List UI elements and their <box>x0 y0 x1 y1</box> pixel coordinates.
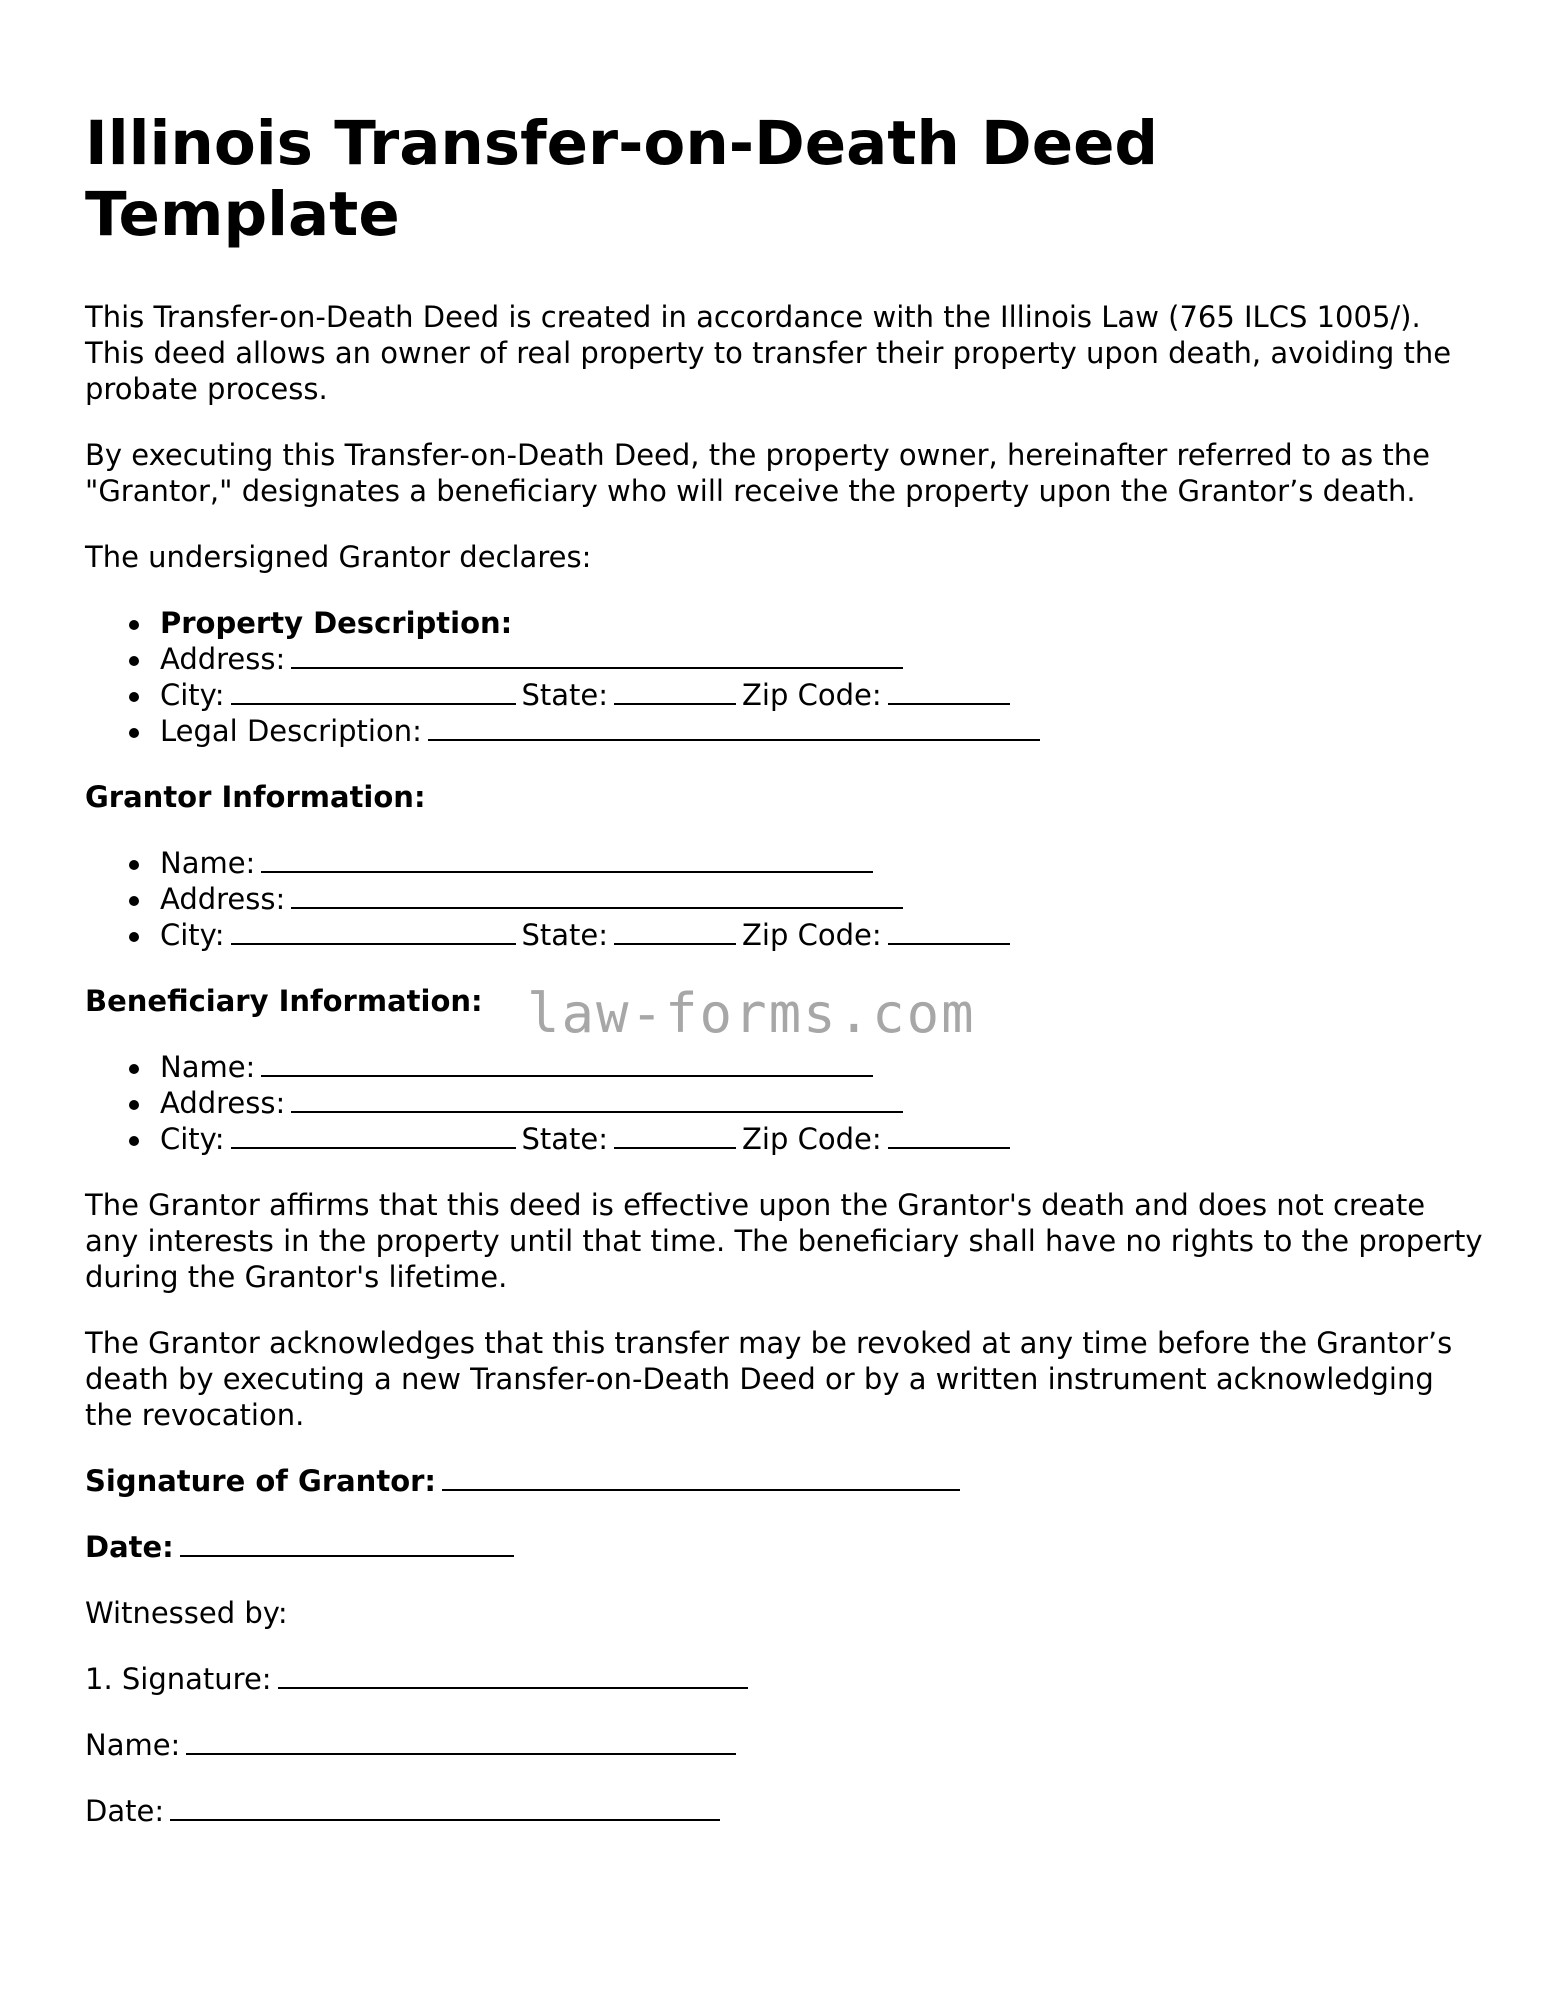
grantor-signature-label: Signature of Grantor: <box>85 1464 437 1498</box>
grantor-name-label: Name: <box>160 846 256 880</box>
declaration-intro: The undersigned Grantor declares: <box>85 540 592 574</box>
beneficiary-name-row <box>85 1049 1485 1085</box>
grantor-city-label: City: <box>160 918 225 952</box>
beneficiary-address-field[interactable] <box>291 1085 903 1113</box>
witness-date-field[interactable] <box>170 1793 720 1821</box>
grantor-list <box>85 845 1485 953</box>
property-city-row <box>85 677 1485 713</box>
beneficiary-name-label: Name: <box>160 1050 256 1084</box>
beneficiary-address-label: Address: <box>160 1086 286 1120</box>
beneficiary-state-label: State: <box>521 1122 609 1156</box>
grantor-address-row <box>85 881 1485 917</box>
grantor-signature-row <box>85 1463 1485 1499</box>
grantor-date-field[interactable] <box>180 1529 514 1557</box>
property-legal-field[interactable] <box>428 713 1040 741</box>
property-city-field[interactable] <box>231 677 516 705</box>
revocation-paragraph: The Grantor acknowledges that this transfer may be revoked at any time before the Grantor’s death by executing a new Transfer-on-Death Deed or by a written instrument acknowledging the revocation. <box>85 1326 1453 1432</box>
beneficiary-address-row <box>85 1085 1485 1121</box>
intro-paragraph-2: By executing this Transfer-on-Death Deed, the property owner, hereinafter referred to as the "Grantor," designates a beneficiary who will receive the property upon the Grantor’s death. <box>85 438 1430 508</box>
grantor-name-field[interactable] <box>261 845 873 873</box>
property-address-field[interactable] <box>291 641 903 669</box>
grantor-city-row <box>85 917 1485 953</box>
beneficiary-zip-field[interactable] <box>888 1121 1010 1149</box>
page-title: Illinois Transfer-on-Death Deed Template <box>85 108 1159 250</box>
affirmation-paragraph: The Grantor affirms that this deed is effective upon the Grantor's death and does not create any interests in the property until that time. The beneficiary shall have no rights to the property during the Grantor's lifetime. <box>85 1188 1483 1294</box>
property-legal-label: Legal Description: <box>160 714 422 748</box>
grantor-heading: Grantor Information: <box>85 780 426 814</box>
property-heading-label: Property Description: <box>160 606 513 640</box>
property-zip-field[interactable] <box>888 677 1010 705</box>
beneficiary-city-field[interactable] <box>231 1121 516 1149</box>
witness-date-row <box>85 1793 1485 1829</box>
beneficiary-city-row <box>85 1121 1485 1157</box>
grantor-address-field[interactable] <box>291 881 903 909</box>
property-address-row <box>85 641 1485 677</box>
witness-name-label: Name: <box>85 1728 181 1762</box>
property-state-label: State: <box>521 678 609 712</box>
property-heading <box>85 605 1485 641</box>
property-list <box>85 605 1485 749</box>
grantor-state-label: State: <box>521 918 609 952</box>
witness-name-field[interactable] <box>186 1727 736 1755</box>
grantor-zip-label: Zip Code: <box>742 918 882 952</box>
grantor-state-field[interactable] <box>614 917 736 945</box>
property-legal-row <box>85 713 1485 749</box>
witness-name-row <box>85 1727 1485 1763</box>
intro-paragraph-1: This Transfer-on-Death Deed is created in accordance with the Illinois Law (765 ILCS 1005/). This deed allows an owner of real property to transfer their property upon death, avoiding the probate process. <box>85 300 1452 406</box>
grantor-date-label: Date: <box>85 1530 174 1564</box>
watermark: law-forms.com <box>527 982 976 1045</box>
grantor-address-label: Address: <box>160 882 286 916</box>
witness-signature-field[interactable] <box>278 1661 748 1689</box>
beneficiary-name-field[interactable] <box>261 1049 873 1077</box>
property-address-label: Address: <box>160 642 286 676</box>
grantor-date-row <box>85 1529 1485 1565</box>
property-zip-label: Zip Code: <box>742 678 882 712</box>
beneficiary-heading: Beneficiary Information: <box>85 984 483 1018</box>
grantor-name-row <box>85 845 1485 881</box>
beneficiary-city-label: City: <box>160 1122 225 1156</box>
property-state-field[interactable] <box>614 677 736 705</box>
beneficiary-zip-label: Zip Code: <box>742 1122 882 1156</box>
beneficiary-state-field[interactable] <box>614 1121 736 1149</box>
witness-signature-row <box>85 1661 1485 1697</box>
grantor-signature-field[interactable] <box>442 1463 960 1491</box>
witness-signature-label: 1. Signature: <box>85 1662 272 1696</box>
grantor-city-field[interactable] <box>231 917 516 945</box>
beneficiary-list <box>85 1049 1485 1157</box>
witness-date-label: Date: <box>85 1794 165 1828</box>
witnessed-by: Witnessed by: <box>85 1596 288 1630</box>
grantor-zip-field[interactable] <box>888 917 1010 945</box>
property-city-label: City: <box>160 678 225 712</box>
